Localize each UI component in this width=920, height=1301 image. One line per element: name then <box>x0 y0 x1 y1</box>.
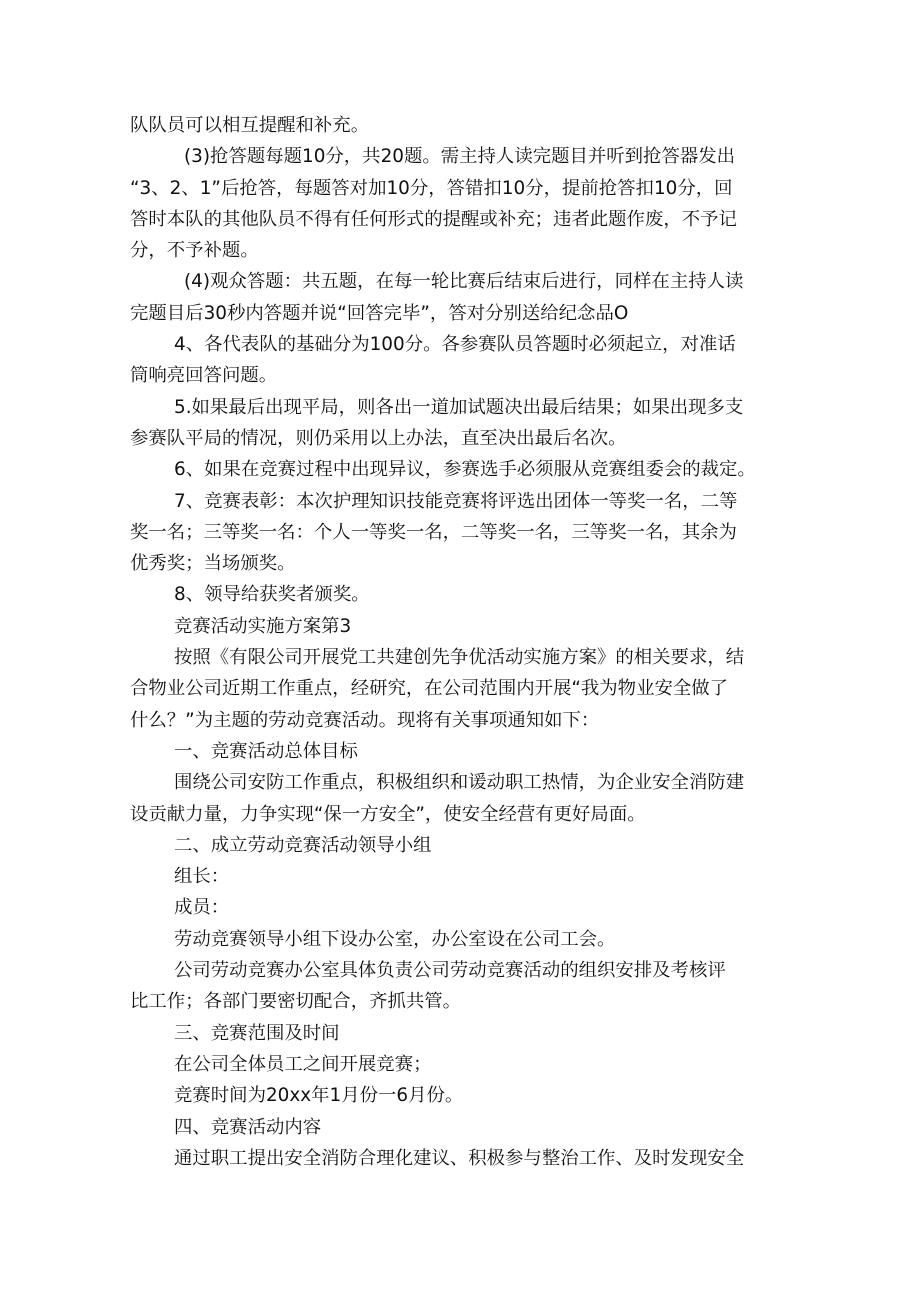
text-line: 组长： <box>174 866 230 888</box>
text-line: 公司劳动竞赛办公室具体负责公司劳动竞赛活动的组织安排及考核评 <box>174 960 726 982</box>
text-line: 完题目后30秒内答题并说“回答完毕”，答对分别送给纪念品O <box>130 302 629 324</box>
text-line: 成员： <box>174 897 230 919</box>
text-line: 什么？”为主题的劳动竞赛活动。现将有关事项通知如下： <box>130 709 600 731</box>
text-line: 按照《有限公司开展党工共建创先争优活动实施方案》的相关要求，结 <box>174 647 745 669</box>
text-line: 竞赛时间为20xx年1月份一6月份。 <box>174 1085 464 1107</box>
text-line: 队队员可以相互提醒和补充。 <box>130 115 370 136</box>
text-line: 劳动竞赛领导小组下设办公室，办公室设在公司工会。 <box>174 928 616 950</box>
text-line: 奖一名；三等奖一名：个人一等奖一名，二等奖一名，三等奖一名，其余为 <box>130 521 737 543</box>
text-line: (4)观众答题：共五题，在每一轮比赛后结束后进行，同样在主持人读 <box>184 271 744 293</box>
text-line: 设贡献力量，力争实现“保一方安全”，使安全经营有更好局面。 <box>130 803 646 825</box>
text-line: 8、领导给获奖者颁奖。 <box>174 584 370 606</box>
text-line: 筒响亮回答问题。 <box>130 365 278 387</box>
section-heading: 四、竞赛活动内容 <box>174 1116 322 1138</box>
text-line: 6、如果在竞赛过程中出现异议，参赛选手必须服从竞赛组委会的裁定。 <box>174 459 756 481</box>
text-line: 通过职工提出安全消防合理化建议、积极参与整治工作、及时发现安全 <box>174 1147 745 1169</box>
text-line: 在公司全体员工之间开展竞赛； <box>174 1053 432 1075</box>
text-line: 5.如果最后出现平局，则各出一道加试题决出最后结果；如果出现多支 <box>174 396 744 418</box>
text-line: “3、2、1”后抢答，每题答对加10分，答错扣10分，提前抢答扣10分，回 <box>130 177 733 199</box>
text-line: 比工作；各部门要密切配合，齐抓共管。 <box>130 991 462 1013</box>
text-line: 优秀奖；当场颁奖。 <box>130 553 296 575</box>
section-heading: 竞赛活动实施方案第3 <box>174 615 352 637</box>
section-heading: 二、成立劳动竞赛活动领导小组 <box>174 834 432 856</box>
text-line: 围绕公司安防工作重点，积极组织和谖动职工热情，为企业安全消防建 <box>174 772 745 794</box>
document-body <box>130 110 794 1174</box>
text-line: (3)抢答题每题10分，共20题。需主持人读完题目并听到抢答器发出 <box>184 146 736 168</box>
text-line: 答时本队的其他队员不得有任何形式的提醒或补充；违者此题作废，不予记 <box>130 208 737 230</box>
section-heading: 三、竞赛范围及时间 <box>174 1022 340 1044</box>
text-line: 合物业公司近期工作重点，经研究，在公司范围内开展“我为物业安全做了 <box>130 678 729 700</box>
text-line: 7、竞赛表彰：本次护理知识技能竞赛将评选出团体一等奖一名，二等 <box>174 490 738 512</box>
section-heading: 一、竞赛活动总体目标 <box>174 740 358 762</box>
text-line: 分，不予补题。 <box>130 240 259 262</box>
text-line: 4、各代表队的基础分为100分。各参赛队员答题时必须起立，对准话 <box>174 334 736 356</box>
text-line: 参赛队平局的情况，则仍采用以上办法，直至决出最后名次。 <box>130 427 627 449</box>
